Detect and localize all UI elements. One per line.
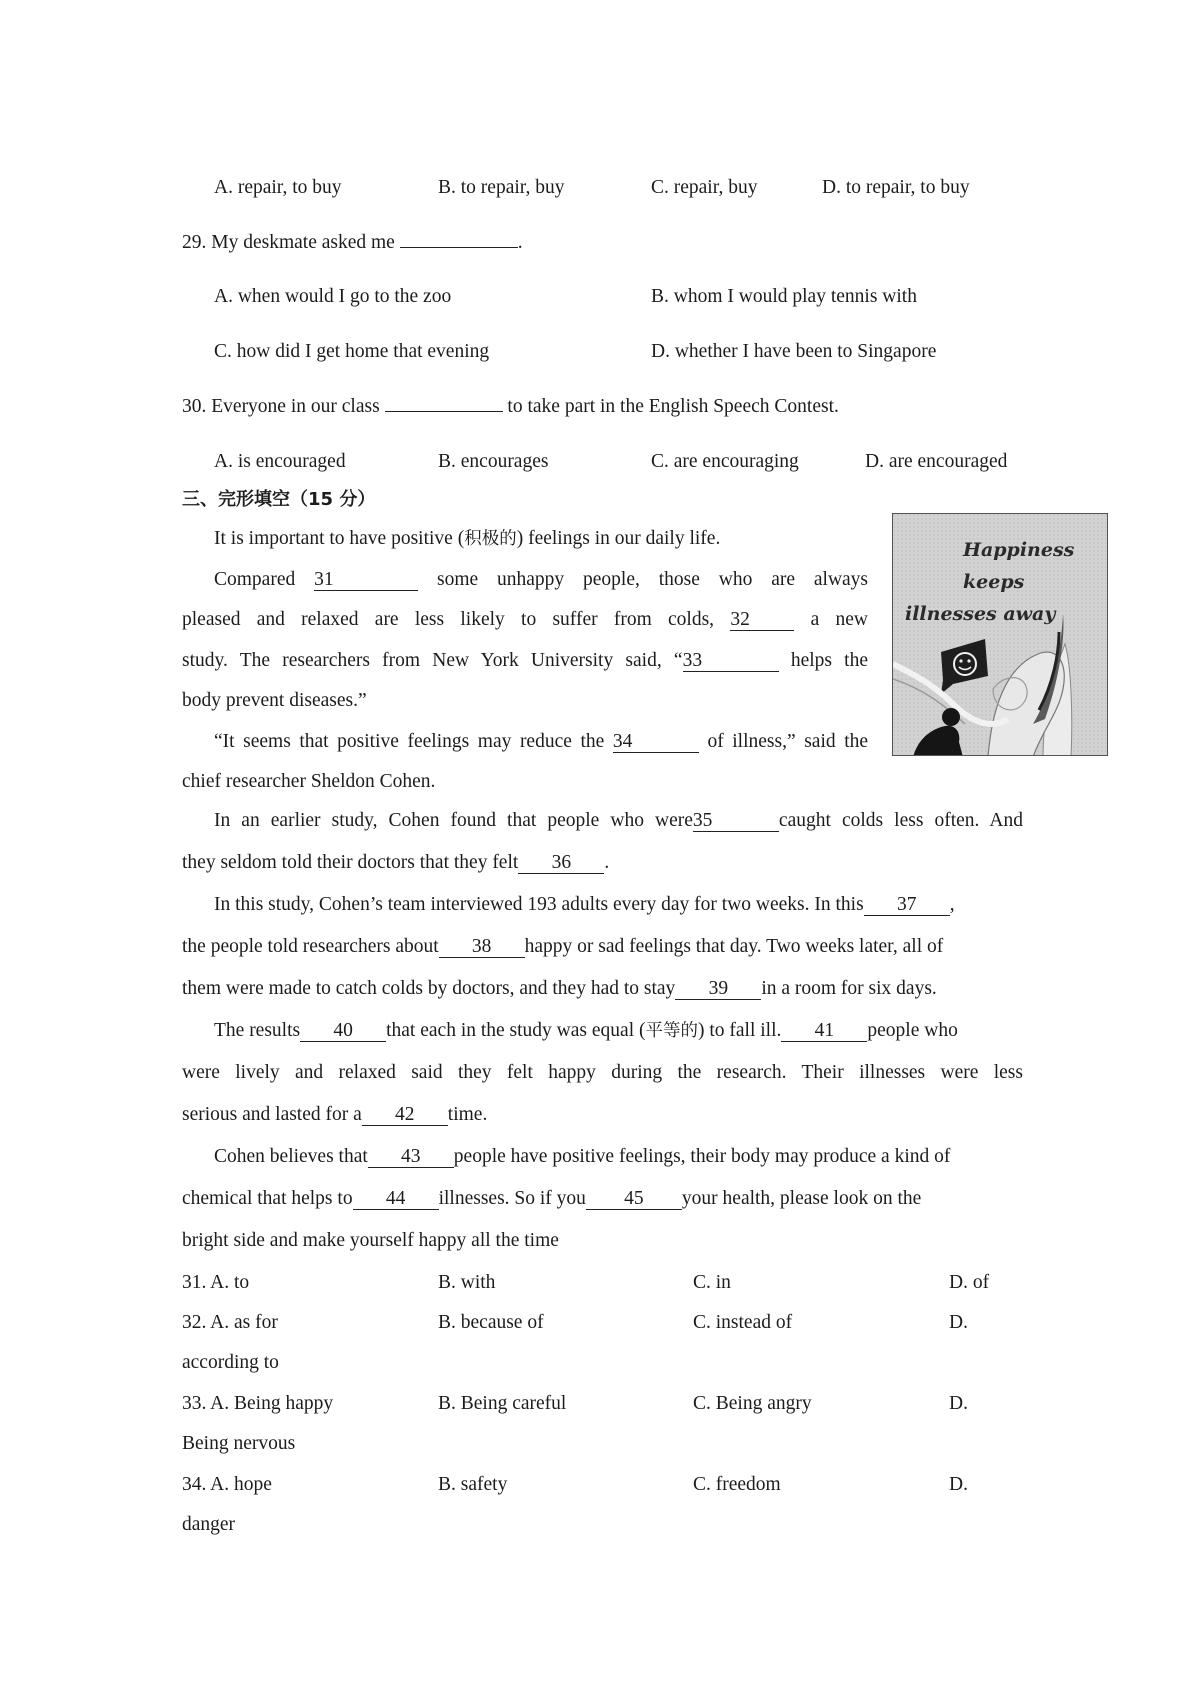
blank-35: 35 [693, 811, 779, 832]
blank-40: 40 [300, 1021, 386, 1042]
blank-36: 36 [518, 853, 604, 874]
answer-33-wrap: Being nervous [182, 1433, 296, 1454]
blank-41: 41 [781, 1021, 867, 1042]
q29-blank [400, 247, 518, 248]
blank-39: 39 [675, 979, 761, 1000]
section-title: 三、完形填空（15 分） [182, 489, 376, 510]
passage-p2-line1: Compared 31 some unhappy people, those who are always [214, 568, 869, 590]
q29-options-row2 [182, 332, 1022, 372]
passage-p2-line2: pleased and relaxed are less likely to suffer from colds, 32 a new [182, 609, 868, 630]
q28-option-a: A. repair, to buy [214, 177, 342, 198]
passage-p5-line1: In this study, Cohen’s team interviewed 193 adults every day for two weeks. In this 37 , [214, 894, 955, 915]
blank-42: 42 [362, 1105, 448, 1126]
blank-33: 33 [683, 651, 779, 672]
passage-p5-line3: them were made to catch colds by doctors, and they had to stay 39 in a room for six days. [182, 978, 937, 999]
q28-options [182, 168, 1022, 208]
passage-p3-line2: chief researcher Sheldon Cohen. [182, 771, 436, 792]
blank-44: 44 [353, 1189, 439, 1210]
passage-body [182, 800, 1023, 1262]
passage-p4-line2: they seldom told their doctors that they felt 36 . [182, 852, 610, 873]
q29-option-d: D. whether I have been to Singapore [651, 341, 937, 362]
q30-options [182, 442, 1022, 482]
answer-32-wrap: according to [182, 1352, 279, 1373]
answer-34: 34. A. hope B. safety C. freedom D. [182, 1474, 968, 1495]
blank-45: 45 [586, 1189, 682, 1210]
q30-stem: 30. Everyone in our class to take part in the English Speech Contest. [182, 396, 839, 417]
q29-option-b: B. whom I would play tennis with [651, 286, 917, 307]
illustration-caption: Happiness keeps illnesses away [905, 539, 1075, 625]
blank-32: 32 [730, 610, 794, 631]
passage-p2-line4: body prevent diseases.” [182, 690, 367, 711]
q29-stem: 29. My deskmate asked me . [182, 232, 523, 253]
answer-32: 32. A. as for B. because of C. instead of D. [182, 1312, 968, 1333]
q30-option-d: D. are encouraged [865, 451, 1008, 472]
q30-option-b: B. encourages [438, 451, 549, 472]
answer-34-wrap: danger [182, 1514, 236, 1535]
passage-p1: It is important to have positive (积极的) feelings in our daily life. [214, 528, 721, 549]
q29-options-row1 [182, 277, 1022, 317]
passage-p6-line2: were lively and relaxed said they felt happy during the research. Their illnesses were less [182, 1062, 1023, 1083]
passage-p5-line2: the people told researchers about 38 happy or sad feelings that day. Two weeks later, all of [182, 936, 944, 957]
passage-p7-line1: Cohen believes that 43 people have positive feelings, their body may produce a kind of [214, 1146, 951, 1167]
blank-31: 31 [314, 570, 418, 591]
q28-option-d: D. to repair, to buy [822, 177, 970, 198]
q29-option-c: C. how did I get home that evening [214, 341, 490, 362]
passage-p6-line1: The results 40 that each in the study was equal (平等的) to fall ill. 41 people who [214, 1020, 958, 1041]
passage-p7-line3: bright side and make yourself happy all the time [182, 1230, 559, 1251]
q29-option-a: A. when would I go to the zoo [214, 286, 452, 307]
q30-option-c: C. are encouraging [651, 451, 799, 472]
q28-option-c: C. repair, buy [651, 177, 758, 198]
passage-p7-line2: chemical that helps to 44 illnesses. So if you 45 your health, please look on the [182, 1188, 922, 1209]
passage-p4-line1: In an earlier study, Cohen found that people who were35 caught colds less often. And [214, 810, 1023, 831]
q28-option-b: B. to repair, buy [438, 177, 565, 198]
happiness-illustration [892, 513, 1108, 756]
answer-31: 31. A. to B. with C. in D. of [182, 1272, 990, 1293]
blank-43: 43 [368, 1147, 454, 1168]
q30-blank [385, 411, 503, 412]
answer-33: 33. A. Being happy B. Being careful C. Being angry D. [182, 1393, 968, 1414]
passage-p3-line1: “It seems that positive feelings may reduce the 34 of illness,” said the [214, 730, 869, 752]
passage-p6-line3: serious and lasted for a 42 time. [182, 1104, 488, 1125]
passage-intro [182, 519, 868, 803]
q30-option-a: A. is encouraged [214, 451, 346, 472]
passage-p2-line3: study. The researchers from New York University said, “33 helps the [182, 649, 869, 671]
blank-38: 38 [439, 937, 525, 958]
blank-34: 34 [613, 732, 699, 753]
blank-37: 37 [864, 895, 950, 916]
